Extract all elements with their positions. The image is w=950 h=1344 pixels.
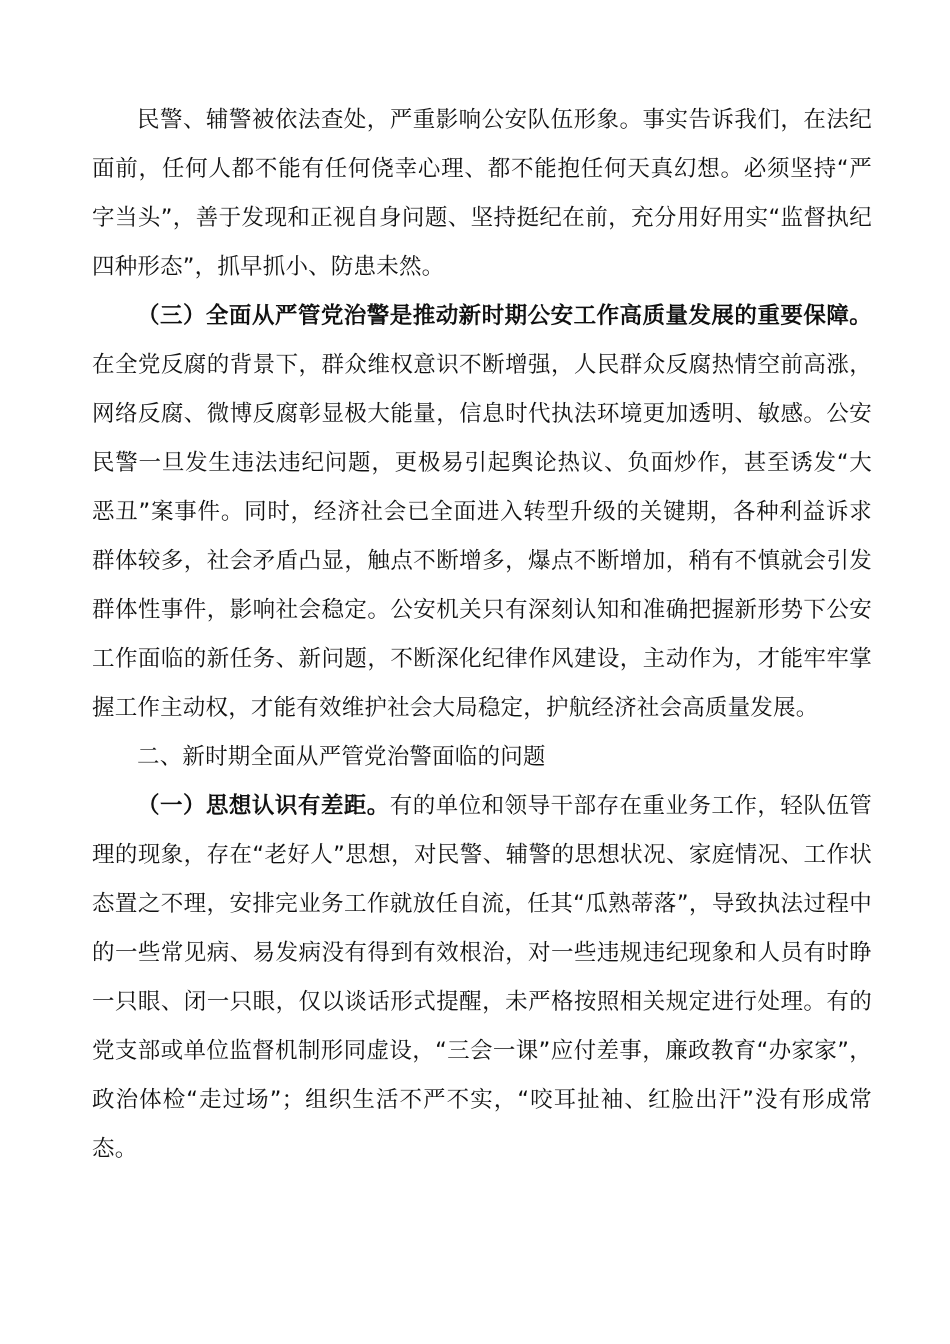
section-heading-text: 二、新时期全面从严管党治警面临的问题 [137,744,546,770]
paragraph-1 [92,96,872,292]
paragraph-2 [92,292,872,733]
document-body [92,96,872,1174]
paragraph-1-text: 民警、辅警被依法查处，严重影响公安队伍形象。事实告诉我们，在法纪面前，任何人都不能有任何侥幸心理、都不能抱任何天真幻想。必须坚持“严字当头”，善于发现和正视自身问题、坚持挺纪在前，充分用好用实“监督执纪四种形态”，抓早抓小、防患未然。 [92,107,872,280]
paragraph-3-heading: （一）思想认识有差距。 [137,793,390,819]
paragraph-2-heading: （三）全面从严管党治警是推动新时期公安工作高质量发展的重要保障。 [137,303,872,329]
paragraph-2-text: 在全党反腐的背景下，群众维权意识不断增强，人民群众反腐热情空前高涨，网络反腐、微博反腐彰显极大能量，信息时代执法环境更加透明、敏感。公安民警一旦发生违法违纪问题，更极易引起舆论热议、负面炒作，甚至诱发“大恶丑”案事件。同时，经济社会已全面进入转型升级的关键期，各种利益诉求群体较多，社会矛盾凸显，触点不断增多，爆点不断增加，稍有不慎就会引发群体性事件，影响社会稳定。公安机关只有深刻认知和准确把握新形势下公安工作面临的新任务、新问题，不断深化纪律作风建设，主动作为，才能牢牢掌握工作主动权，才能有效维护社会大局稳定，护航经济社会高质量发展。 [92,352,872,721]
paragraph-3-text: 有的单位和领导干部存在重业务工作，轻队伍管理的现象，存在“老好人”思想，对民警、辅警的思想状况、家庭情况、工作状态置之不理，安排完业务工作就放任自流，任其“瓜熟蒂落”，导致执法过程中的一些常见病、易发病没有得到有效根治，对一些违规违纪现象和人员有时睁一只眼、闭一只眼，仅以谈话形式提醒，未严格按照相关规定进行处理。有的党支部或单位监督机制形同虚设，“三会一课”应付差事，廉政教育“办家家”，政治体检“走过场”；组织生活不严不实，“咬耳扯袖、红脸出汗”没有形成常态。 [92,793,872,1162]
section-heading [92,733,872,782]
paragraph-3 [92,782,872,1174]
